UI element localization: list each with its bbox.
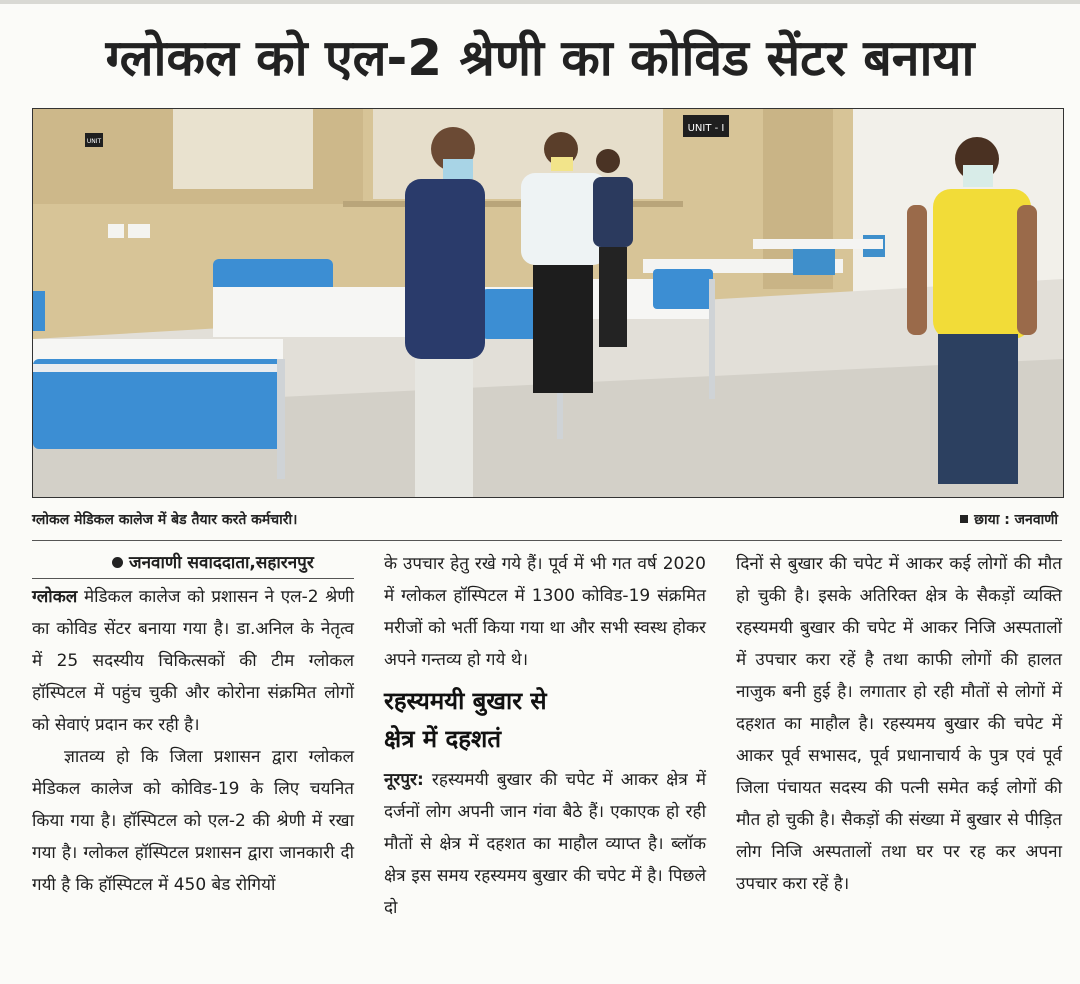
subheadline-line-1: रहस्यमयी बुखार से	[384, 687, 547, 715]
subheadline-line-2: क्षेत्र में दहशतं	[384, 725, 502, 753]
square-bullet-icon	[960, 515, 968, 523]
photo-credit-text: छाया : जनवाणी	[974, 512, 1058, 528]
caption-text: ग्लोकल मेडिकल कालेज में बेड तैयार करते कर्मचारी।	[32, 512, 298, 528]
dateline-lead: नूरपुर:	[384, 770, 424, 790]
byline-text: जनवाणी सवाददाता,सहारनपुर	[129, 553, 314, 573]
column-1	[32, 548, 354, 901]
unit-sign: UNIT - I	[687, 123, 725, 134]
dateline-lead: ग्लोकल	[32, 587, 78, 607]
paragraph: दिनों से बुखार की चपेट में आकर कई लोगों की मौत हो चुकी है। इसके अतिरिक्त क्षेत्र के सैकड़ों व्यक्ति रहस्यमयी बुखार की चपेट में आकर निजि अस्पतालों में उपचार करा रहें है तथा काफी लोगों की हालत नाजुक बनी हुई है। लगातार हो रही मौतों से लोगों में दहशत का माहौल है। रहस्यमय बुखार की चपेट में आकर पूर्व सभासद, पूर्व प्रधानाचार्य के पुत्र एवं पूर्व जिला पंचायत सदस्य की पत्नी समेत कई लोगों की मौत हो चुकी है। सैकड़ों की संख्या में बुखार से पीड़ित लोग निजि अस्पतालों तथा घर पर रह कर अपना उपचार करा रहें है।	[736, 554, 1062, 894]
paragraph	[384, 764, 706, 924]
subheadline	[384, 682, 706, 758]
paragraph-text: रहस्यमयी बुखार की चपेट में आकर क्षेत्र में दर्जनों लोग अपनी जान गंवा बैठे हैं। एकाएक हो रही मौतों से क्षेत्र में दहशत का माहौल व्याप्त है। ब्लॉक क्षेत्र इस समय रहस्यमय बुखार की चपेट में है। पिछले दो	[384, 770, 706, 918]
bullet-dot-icon	[112, 557, 123, 568]
photo-caption	[32, 508, 1062, 530]
unit-sign-small: UNIT	[86, 138, 102, 145]
headline: ग्लोकल को एल-2 श्रेणी का कोविड सेंटर बनाया	[105, 29, 975, 87]
paragraph-text: मेडिकल कालेज को प्रशासन ने एल-2 श्रेणी का कोविड सेंटर बनाया गया है। डा.अनिल के नेतृत्व में 25 सदस्यीय चिकित्सकों की टीम ग्लोकल हॉस्पिटल में पहुंच चुकी और कोरोना संक्रमित लोगों को सेवाएं प्रदान कर रही है।	[32, 587, 354, 735]
paragraph	[32, 581, 354, 741]
caption-divider	[32, 540, 1062, 541]
column-3	[736, 548, 1062, 900]
paragraph: के उपचार हेतु रखे गये हैं। पूर्व में भी गत वर्ष 2020 में ग्लोकल हॉस्पिटल में 1300 कोविड-19 संक्रमित मरीजों को भर्ती किया गया था और सभी स्वस्थ होकर अपने गन्तव्य हो गये थे।	[384, 554, 706, 670]
byline	[32, 548, 354, 579]
top-border	[0, 0, 1080, 4]
paragraph: ज्ञातव्य हो कि जिला प्रशासन द्वारा ग्लोकल मेडिकल कालेज को कोविड-19 के लिए चयनित किया गया है। हॉस्पिटल को एल-2 की श्रेणी में रखा गया है। ग्लोकल हॉस्पिटल प्रशासन द्वारा जानकारी दी गयी है कि हॉस्पिटल में 450 बेड रोगियों	[32, 747, 354, 895]
photo-credit	[960, 510, 1058, 529]
hospital-ward-illustration	[33, 109, 1063, 497]
column-2	[384, 548, 706, 924]
news-photo	[32, 108, 1064, 498]
